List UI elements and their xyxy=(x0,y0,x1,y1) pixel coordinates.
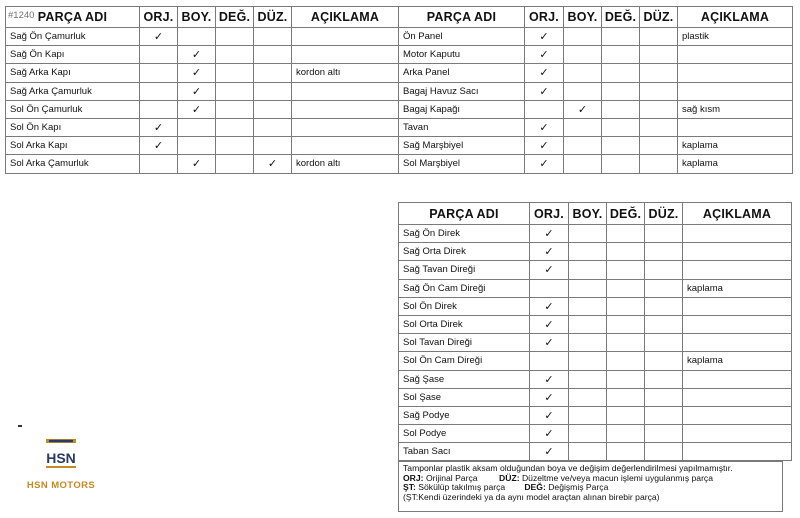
orj-check-cell: ✓ xyxy=(530,225,569,243)
notes-st-text: Sökülüp takılmış parça xyxy=(418,482,506,493)
part-name-cell: Sağ Şase xyxy=(399,370,530,388)
orj-check-cell xyxy=(140,46,178,64)
note-cell: kaplama xyxy=(683,279,792,297)
table-row xyxy=(399,100,793,118)
boy-check-cell xyxy=(564,28,602,46)
table-row xyxy=(399,370,792,388)
boy-check-cell: ✓ xyxy=(178,100,216,118)
table-row xyxy=(399,243,792,261)
boy-check-cell xyxy=(569,370,607,388)
duz-check-cell xyxy=(640,28,678,46)
part-name-cell: Sol Ön Direk xyxy=(399,297,530,315)
corner-tick xyxy=(18,425,22,427)
part-name-cell: Sol Arka Çamurluk xyxy=(6,155,140,173)
boy-check-cell xyxy=(569,315,607,333)
part-name-cell: Sağ Podye xyxy=(399,406,530,424)
orj-check-cell xyxy=(140,155,178,173)
boy-check-cell xyxy=(569,406,607,424)
deg-check-cell xyxy=(607,370,645,388)
notes-deg-text: Değişmiş Parça xyxy=(548,482,609,493)
note-cell xyxy=(678,118,793,136)
table-row xyxy=(399,334,792,352)
notes-st-key: ŞT: xyxy=(403,482,416,493)
orj-check-cell: ✓ xyxy=(525,155,564,173)
deg-check-cell xyxy=(216,100,254,118)
table-row xyxy=(6,118,399,136)
deg-check-cell xyxy=(607,225,645,243)
header-parca-adi: PARÇA ADI xyxy=(399,7,525,28)
structural-parts-table xyxy=(398,202,792,461)
orj-check-cell xyxy=(140,100,178,118)
orj-check-cell: ✓ xyxy=(530,443,569,461)
part-name-cell: Sağ Arka Kapı xyxy=(6,64,140,82)
part-name-cell: Bagaj Kapağı xyxy=(399,100,525,118)
part-name-cell: Sol Marşbiyel xyxy=(399,155,525,173)
part-name-cell: Arka Panel xyxy=(399,64,525,82)
header-orj: ORJ. xyxy=(140,7,178,28)
duz-check-cell xyxy=(645,225,683,243)
table-row xyxy=(399,118,793,136)
left-parts-table xyxy=(5,6,399,174)
duz-check-cell xyxy=(645,370,683,388)
right-parts-table xyxy=(398,6,793,174)
note-cell xyxy=(683,261,792,279)
orj-check-cell: ✓ xyxy=(525,137,564,155)
header-deg: DEĞ. xyxy=(602,7,640,28)
part-name-cell: Sağ Ön Cam Direği xyxy=(399,279,530,297)
duz-check-cell xyxy=(645,243,683,261)
table-row xyxy=(6,82,399,100)
boy-check-cell xyxy=(569,443,607,461)
deg-check-cell xyxy=(607,425,645,443)
notes-bumper-line: Tamponlar plastik aksam olduğundan boya ve değişim değerlendirilmesi yapılmamıştır. xyxy=(403,463,733,473)
note-cell: kordon altı xyxy=(292,155,399,173)
header-orj: ORJ. xyxy=(525,7,564,28)
orj-check-cell: ✓ xyxy=(525,64,564,82)
duz-check-cell xyxy=(645,406,683,424)
duz-check-cell xyxy=(645,279,683,297)
boy-check-cell: ✓ xyxy=(178,155,216,173)
deg-check-cell xyxy=(216,155,254,173)
boy-check-cell xyxy=(564,46,602,64)
boy-check-cell xyxy=(564,82,602,100)
boy-check-cell xyxy=(178,118,216,136)
orj-check-cell xyxy=(525,100,564,118)
note-cell: sağ kısm xyxy=(678,100,793,118)
boy-check-cell: ✓ xyxy=(564,100,602,118)
hsn-logo-icon xyxy=(45,438,77,470)
notes-duz-text: Düzeltme ve/veya macun işlemi uygulanmış parça xyxy=(521,472,714,483)
note-cell: kaplama xyxy=(678,155,793,173)
duz-check-cell xyxy=(254,46,292,64)
deg-check-cell xyxy=(216,82,254,100)
orj-check-cell: ✓ xyxy=(525,46,564,64)
part-name-cell: Sol Şase xyxy=(399,388,530,406)
orj-check-cell: ✓ xyxy=(525,28,564,46)
part-name-cell: Motor Kaputu xyxy=(399,46,525,64)
duz-check-cell xyxy=(640,118,678,136)
hsn-motors-name: HSN MOTORS xyxy=(26,480,96,491)
part-name-cell: Bagaj Havuz Sacı xyxy=(399,82,525,100)
note-cell xyxy=(678,64,793,82)
orj-check-cell: ✓ xyxy=(530,370,569,388)
note-cell xyxy=(683,315,792,333)
orj-check-cell: ✓ xyxy=(530,425,569,443)
part-name-cell: Ön Panel xyxy=(399,28,525,46)
table-row xyxy=(399,279,792,297)
part-name-cell: Sol Arka Kapı xyxy=(6,137,140,155)
duz-check-cell xyxy=(645,388,683,406)
orj-check-cell xyxy=(530,279,569,297)
watermark: #1240 xyxy=(8,10,35,21)
note-cell xyxy=(683,225,792,243)
note-cell xyxy=(683,443,792,461)
table-row xyxy=(399,28,793,46)
boy-check-cell: ✓ xyxy=(178,82,216,100)
boy-check-cell xyxy=(569,279,607,297)
deg-check-cell xyxy=(216,46,254,64)
part-name-cell: Sağ Ön Direk xyxy=(399,225,530,243)
duz-check-cell xyxy=(254,82,292,100)
header-boy: BOY. xyxy=(564,7,602,28)
deg-check-cell xyxy=(607,443,645,461)
table-row xyxy=(399,46,793,64)
table-header-row xyxy=(399,7,793,28)
header-orj: ORJ. xyxy=(530,203,569,225)
table-row xyxy=(6,155,399,173)
boy-check-cell xyxy=(178,28,216,46)
orj-check-cell: ✓ xyxy=(530,297,569,315)
part-name-cell: Sağ Marşbiyel xyxy=(399,137,525,155)
hsn-motors-logo xyxy=(20,432,102,502)
duz-check-cell xyxy=(645,425,683,443)
boy-check-cell: ✓ xyxy=(178,46,216,64)
boy-check-cell xyxy=(564,137,602,155)
notes-deg-key: DEĞ: xyxy=(524,482,546,493)
table-row xyxy=(399,388,792,406)
table-row xyxy=(399,297,792,315)
note-cell xyxy=(678,46,793,64)
note-cell xyxy=(292,82,399,100)
table-row xyxy=(399,64,793,82)
duz-check-cell xyxy=(254,64,292,82)
deg-check-cell xyxy=(216,64,254,82)
table-row xyxy=(399,443,792,461)
duz-check-cell xyxy=(645,297,683,315)
duz-check-cell xyxy=(254,28,292,46)
part-name-cell: Sağ Orta Direk xyxy=(399,243,530,261)
table-row xyxy=(399,225,792,243)
notes-orj-text: Orijinal Parça xyxy=(425,472,478,483)
notes-st-explanation: (ŞT:Kendi üzerindeki ya da aynı model araçtan alınan birebir parça) xyxy=(403,491,660,502)
note-cell xyxy=(292,46,399,64)
deg-check-cell xyxy=(216,118,254,136)
deg-check-cell xyxy=(607,261,645,279)
deg-check-cell xyxy=(607,334,645,352)
note-cell xyxy=(678,82,793,100)
deg-check-cell xyxy=(216,137,254,155)
notes-orj-key: ORJ: xyxy=(403,472,424,483)
table-row xyxy=(6,64,399,82)
part-name-cell: Sol Tavan Direği xyxy=(399,334,530,352)
note-cell: kaplama xyxy=(678,137,793,155)
note-cell xyxy=(683,370,792,388)
header-deg: DEĞ. xyxy=(607,203,645,225)
part-name-cell: Sağ Ön Çamurluk xyxy=(6,28,140,46)
note-cell xyxy=(292,28,399,46)
note-cell xyxy=(683,425,792,443)
header-deg: DEĞ. xyxy=(216,7,254,28)
table-row xyxy=(6,46,399,64)
orj-check-cell: ✓ xyxy=(530,243,569,261)
header-parca-adi: PARÇA ADI xyxy=(6,7,140,28)
header-parca-adi: PARÇA ADI xyxy=(399,203,530,225)
table-row xyxy=(399,137,793,155)
boy-check-cell xyxy=(569,425,607,443)
note-cell xyxy=(292,118,399,136)
deg-check-cell xyxy=(602,64,640,82)
duz-check-cell xyxy=(640,100,678,118)
orj-check-cell xyxy=(140,64,178,82)
header-boy: BOY. xyxy=(178,7,216,28)
note-cell: kordon altı xyxy=(292,64,399,82)
deg-check-cell xyxy=(602,155,640,173)
orj-check-cell: ✓ xyxy=(530,388,569,406)
duz-check-cell xyxy=(645,261,683,279)
deg-check-cell xyxy=(607,406,645,424)
deg-check-cell xyxy=(602,100,640,118)
orj-check-cell: ✓ xyxy=(530,315,569,333)
boy-check-cell xyxy=(569,297,607,315)
boy-check-cell xyxy=(569,261,607,279)
table-row xyxy=(399,406,792,424)
deg-check-cell xyxy=(216,28,254,46)
boy-check-cell xyxy=(564,118,602,136)
part-name-cell: Sağ Arka Çamurluk xyxy=(6,82,140,100)
orj-check-cell: ✓ xyxy=(530,334,569,352)
duz-check-cell xyxy=(254,100,292,118)
duz-check-cell xyxy=(640,82,678,100)
deg-check-cell xyxy=(607,243,645,261)
orj-check-cell: ✓ xyxy=(140,118,178,136)
boy-check-cell xyxy=(569,352,607,370)
note-cell xyxy=(683,334,792,352)
part-name-cell: Tavan xyxy=(399,118,525,136)
table-header-row xyxy=(6,7,399,28)
table-header-row xyxy=(399,203,792,225)
part-name-cell: Sağ Ön Kapı xyxy=(6,46,140,64)
note-cell: plastik xyxy=(678,28,793,46)
header-duz: DÜZ. xyxy=(640,7,678,28)
table-row xyxy=(399,82,793,100)
duz-check-cell xyxy=(645,315,683,333)
part-name-cell: Sağ Tavan Direği xyxy=(399,261,530,279)
deg-check-cell xyxy=(602,137,640,155)
boy-check-cell xyxy=(569,225,607,243)
deg-check-cell xyxy=(607,352,645,370)
part-name-cell: Sol Ön Cam Direği xyxy=(399,352,530,370)
duz-check-cell xyxy=(645,352,683,370)
duz-check-cell xyxy=(254,118,292,136)
orj-check-cell: ✓ xyxy=(525,82,564,100)
table-row xyxy=(399,155,793,173)
part-name-cell: Sol Orta Direk xyxy=(399,315,530,333)
orj-check-cell xyxy=(140,82,178,100)
note-cell xyxy=(683,388,792,406)
header-duz: DÜZ. xyxy=(645,203,683,225)
deg-check-cell xyxy=(602,82,640,100)
duz-check-cell xyxy=(645,334,683,352)
boy-check-cell xyxy=(569,388,607,406)
duz-check-cell: ✓ xyxy=(254,155,292,173)
part-name-cell: Sol Ön Çamurluk xyxy=(6,100,140,118)
boy-check-cell xyxy=(569,334,607,352)
table-row xyxy=(399,425,792,443)
note-cell xyxy=(683,406,792,424)
orj-check-cell: ✓ xyxy=(140,28,178,46)
note-cell xyxy=(292,137,399,155)
duz-check-cell xyxy=(254,137,292,155)
table-row xyxy=(6,28,399,46)
duz-check-cell xyxy=(640,64,678,82)
orj-check-cell: ✓ xyxy=(530,261,569,279)
hsn-logo-mark-text: HSN xyxy=(46,450,76,466)
legend-notes xyxy=(398,461,783,512)
notes-duz-key: DÜZ: xyxy=(499,472,520,483)
duz-check-cell xyxy=(640,137,678,155)
note-cell: kaplama xyxy=(683,352,792,370)
deg-check-cell xyxy=(602,118,640,136)
header-aciklama: AÇIKLAMA xyxy=(683,203,792,225)
deg-check-cell xyxy=(607,297,645,315)
table-row xyxy=(399,315,792,333)
boy-check-cell: ✓ xyxy=(178,64,216,82)
orj-check-cell: ✓ xyxy=(525,118,564,136)
header-duz: DÜZ. xyxy=(254,7,292,28)
note-cell xyxy=(683,297,792,315)
orj-check-cell: ✓ xyxy=(140,137,178,155)
part-name-cell: Sol Podye xyxy=(399,425,530,443)
table-row xyxy=(399,352,792,370)
deg-check-cell xyxy=(602,28,640,46)
header-aciklama: AÇIKLAMA xyxy=(292,7,399,28)
deg-check-cell xyxy=(607,315,645,333)
note-cell xyxy=(292,100,399,118)
header-aciklama: AÇIKLAMA xyxy=(678,7,793,28)
part-name-cell: Sol Ön Kapı xyxy=(6,118,140,136)
table-row xyxy=(6,137,399,155)
boy-check-cell xyxy=(564,64,602,82)
deg-check-cell xyxy=(607,388,645,406)
table-row xyxy=(6,100,399,118)
note-cell xyxy=(683,243,792,261)
duz-check-cell xyxy=(645,443,683,461)
part-name-cell: Taban Sacı xyxy=(399,443,530,461)
duz-check-cell xyxy=(640,46,678,64)
header-boy: BOY. xyxy=(569,203,607,225)
deg-check-cell xyxy=(607,279,645,297)
boy-check-cell xyxy=(178,137,216,155)
orj-check-cell xyxy=(530,352,569,370)
duz-check-cell xyxy=(640,155,678,173)
deg-check-cell xyxy=(602,46,640,64)
orj-check-cell: ✓ xyxy=(530,406,569,424)
boy-check-cell xyxy=(564,155,602,173)
boy-check-cell xyxy=(569,243,607,261)
table-row xyxy=(399,261,792,279)
